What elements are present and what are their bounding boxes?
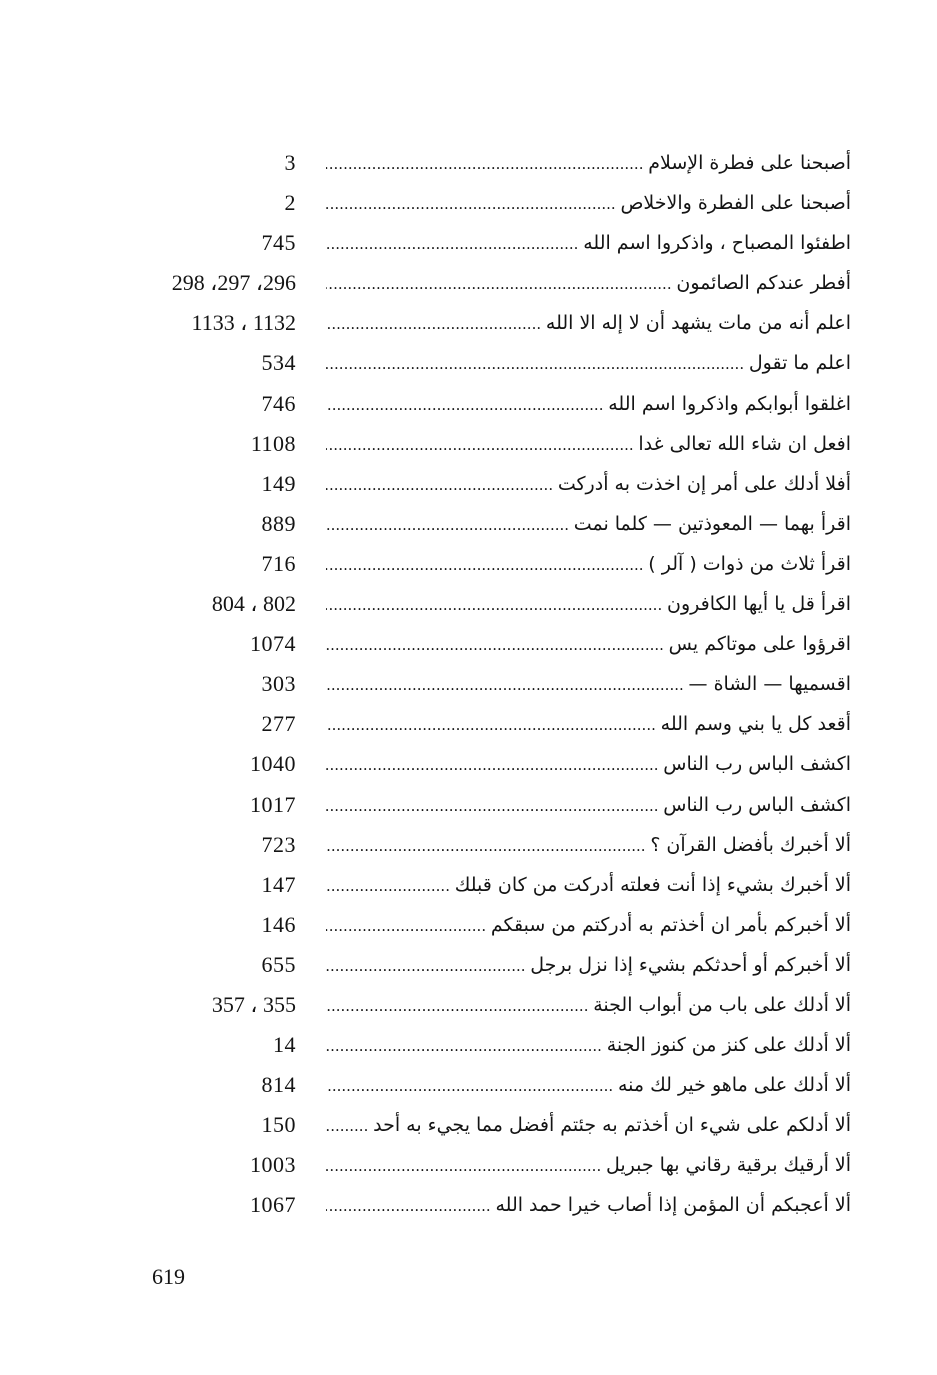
entry-text: اكشف الباس رب الناس .....: [326, 749, 851, 779]
index-entry: [0, 342, 937, 382]
entry-page-refs: 2: [284, 190, 296, 216]
entry-page-refs: 1003: [250, 1152, 296, 1178]
entry-page-refs: 723: [261, 831, 296, 857]
entry-text: ألا أعجبكم أن المؤمن إذا أصاب خيرا حمد الله .....: [326, 1190, 851, 1220]
entry-page-refs: 147: [261, 871, 296, 897]
entry-text: اطفئوا المصباح ، واذكروا اسم الله .....: [326, 228, 851, 258]
index-entry: [0, 383, 937, 423]
entry-text: أفطر عندكم الصائمون .....: [326, 268, 851, 298]
index-entry: [0, 1144, 937, 1184]
entry-page-refs: 1040: [250, 751, 296, 777]
entry-text: أصبحنا على الفطرة والاخلاص .....: [326, 188, 851, 218]
index-entry: [0, 984, 937, 1024]
entry-text: اعلم ما تقول .....: [326, 348, 851, 378]
entry-page-refs: 1017: [250, 791, 296, 817]
entry-text: اقرأ قل يا أيها الكافرون .....: [326, 589, 851, 619]
entry-page-refs: 814: [261, 1072, 296, 1098]
entry-page-refs: 746: [261, 390, 296, 416]
entry-text: افعل ان شاء الله تعالى غدا .....: [326, 429, 851, 459]
entry-page-refs: 150: [261, 1112, 296, 1138]
index-entry: [0, 864, 937, 904]
entry-text: ألا أدلك على كنز من كنوز الجنة .....: [326, 1030, 851, 1060]
entry-page-refs: 1074: [250, 631, 296, 657]
entry-page-refs: 804 ، 802: [211, 591, 296, 617]
entry-page-refs: 3: [284, 150, 296, 175]
index-entry: [0, 623, 937, 663]
hadith-index-list: [0, 142, 937, 1225]
index-entry: [0, 262, 937, 302]
entry-text: اقرؤوا على موتاكم يس .....: [326, 629, 851, 659]
index-entry: [0, 743, 937, 783]
entry-page-refs: 1108: [250, 430, 296, 456]
index-entry: [0, 463, 937, 503]
entry-text: ألا أخبرك بشيء إذا أنت فعلته أدركت من كان قبلك .....: [326, 870, 851, 900]
entry-page-refs: 655: [261, 951, 296, 977]
index-entry: [0, 543, 937, 583]
entry-text: اقرأ بهما — المعوذتين — كلما نمت .....: [326, 509, 851, 539]
entry-page-refs: 1067: [250, 1192, 296, 1218]
index-entry: [0, 503, 937, 543]
entry-text: ألا أخبرك بأفضل القرآن ؟ .....: [326, 830, 851, 860]
index-entry: [0, 784, 937, 824]
index-entry: [0, 1024, 937, 1064]
index-entry: [0, 182, 937, 222]
entry-page-refs: 146: [261, 911, 296, 937]
entry-text: اغلقوا أبوابكم واذكروا اسم الله .....: [326, 389, 851, 419]
index-entry: [0, 944, 937, 984]
entry-text: ألا أرقيك برقية رقاني بها جبريل .....: [326, 1150, 851, 1180]
entry-page-refs: 745: [261, 230, 296, 256]
entry-text: ألا أدلك على ماهو خير لك منه .....: [326, 1070, 851, 1100]
entry-text: أصبحنا على فطرة الإسلام .....: [326, 148, 851, 178]
index-entry: [0, 583, 937, 623]
entry-page-refs: 716: [261, 550, 296, 576]
entry-page-refs: 534: [261, 350, 296, 376]
entry-text: اكشف الباس رب الناس .....: [326, 790, 851, 820]
entry-page-refs: 14: [273, 1032, 296, 1058]
entry-text: ألا أدلك على باب من أبواب الجنة .....: [326, 990, 851, 1020]
page-number: 619: [152, 1264, 185, 1289]
entry-text: اقسميها — الشاة — .....: [326, 669, 851, 699]
index-entry: [0, 663, 937, 703]
index-entry: [0, 302, 937, 342]
entry-text: اقرأ ثلاث من ذوات ( آلر ) .....: [326, 549, 851, 579]
entry-page-refs: 298 ،297 ،296: [171, 270, 296, 296]
entry-text: أقعد كل يا بني وسم الله .....: [326, 709, 851, 739]
entry-text: أفلا أدلك على أمر إن اخذت به أدركت .....: [326, 469, 851, 499]
index-entry: [0, 1104, 937, 1144]
index-entry: [0, 423, 937, 463]
entry-page-refs: 149: [261, 470, 296, 496]
entry-page-refs: 1133 ، 1132: [191, 310, 296, 336]
index-entry: [0, 703, 937, 743]
entry-text: ألا أخبركم أو أحدثكم بشيء إذا نزل برجل .....: [326, 950, 851, 980]
index-entry: [0, 824, 937, 864]
entry-page-refs: 303: [261, 671, 296, 697]
index-entry: [0, 142, 937, 182]
index-entry: [0, 1184, 937, 1224]
index-entry: [0, 1064, 937, 1104]
entry-text: ألا أدلكم على شيء ان أخذتم به جئتم أفضل مما يجيء به أحد .....: [326, 1110, 851, 1140]
entry-text: اعلم أنه من مات يشهد أن لا إله الا الله .....: [326, 308, 851, 338]
entry-page-refs: 277: [261, 711, 296, 737]
index-entry: [0, 904, 937, 944]
entry-page-refs: 357 ، 355: [211, 991, 296, 1017]
index-entry: [0, 222, 937, 262]
entry-text: ألا أخبركم بأمر ان أخذتم به أدركتم من سبقكم .....: [326, 910, 851, 940]
entry-page-refs: 889: [261, 510, 296, 536]
